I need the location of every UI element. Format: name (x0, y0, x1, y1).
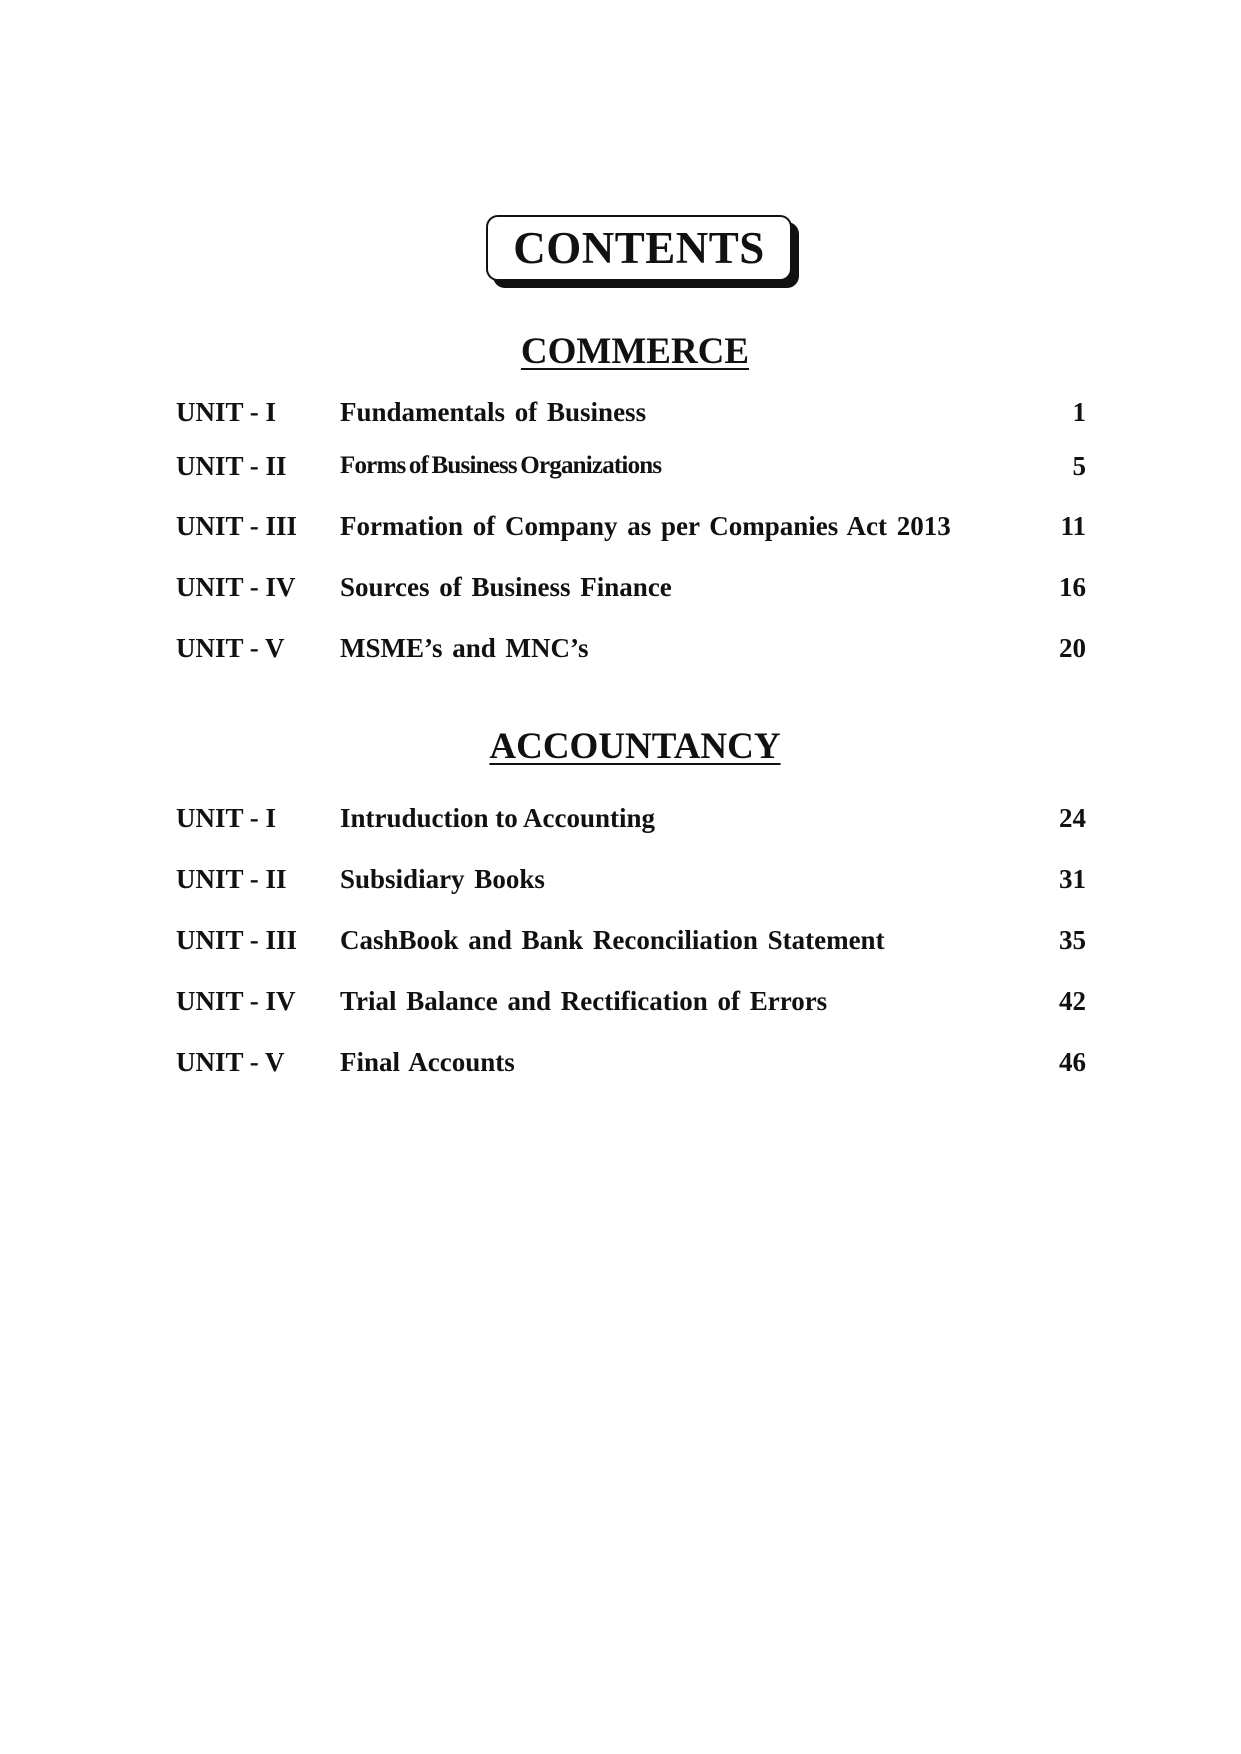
toc-row-commerce-3 (176, 506, 1086, 546)
toc-entry-title: Forms of Business Organizations (340, 452, 662, 479)
toc-row-accountancy-4 (176, 981, 1086, 1021)
toc-unit-label: UNIT - I (176, 803, 277, 833)
toc-entry-title: Subsidiary Books (340, 864, 545, 894)
toc-unit-label: UNIT - III (176, 511, 298, 541)
toc-row-commerce-2 (176, 446, 1086, 486)
toc-page-number: 20 (1059, 633, 1086, 663)
toc-page-number: 42 (1059, 986, 1086, 1016)
toc-entry-title: Trial Balance and Rectification of Errors (340, 986, 828, 1016)
toc-unit-label: UNIT - II (176, 864, 287, 894)
toc-page-number: 16 (1059, 572, 1086, 602)
toc-row-commerce-4 (176, 567, 1086, 607)
toc-entry-title: MSME’s and MNC’s (340, 633, 589, 663)
toc-unit-label: UNIT - V (176, 633, 285, 663)
toc-entry-title: Sources of Business Finance (340, 572, 672, 602)
toc-entry-title: Intruduction to Accounting (340, 803, 656, 833)
toc-unit-label: UNIT - I (176, 397, 277, 427)
toc-page-number: 1 (1072, 397, 1086, 427)
section-heading-commerce: COMMERCE (520, 331, 750, 372)
toc-row-commerce-1 (176, 392, 1086, 432)
toc-entry-title: CashBook and Bank Reconciliation Statement (340, 925, 885, 955)
toc-unit-label: UNIT - IV (176, 986, 296, 1016)
toc-row-commerce-5 (176, 628, 1086, 668)
toc-page-number: 24 (1059, 803, 1086, 833)
toc-row-accountancy-3 (176, 920, 1086, 960)
toc-page-number: 11 (1060, 511, 1086, 541)
contents-title-box (486, 215, 792, 281)
toc-page-number: 35 (1059, 925, 1086, 955)
section-heading-accountancy: ACCOUNTANCY (489, 726, 781, 767)
toc-unit-label: UNIT - III (176, 925, 298, 955)
toc-page-number: 31 (1059, 864, 1086, 894)
toc-page-number: 46 (1059, 1047, 1086, 1077)
toc-row-accountancy-1 (176, 798, 1086, 838)
toc-row-accountancy-5 (176, 1042, 1086, 1082)
toc-row-accountancy-2 (176, 859, 1086, 899)
contents-title: CONTENTS (513, 222, 765, 273)
toc-unit-label: UNIT - V (176, 1047, 285, 1077)
toc-unit-label: UNIT - II (176, 451, 287, 481)
toc-entry-title: Formation of Company as per Companies Act 2013 (340, 511, 951, 541)
toc-page-number: 5 (1072, 451, 1086, 481)
toc-entry-title: Fundamentals of Business (340, 397, 647, 427)
toc-entry-title: Final Accounts (340, 1047, 515, 1077)
toc-unit-label: UNIT - IV (176, 572, 296, 602)
